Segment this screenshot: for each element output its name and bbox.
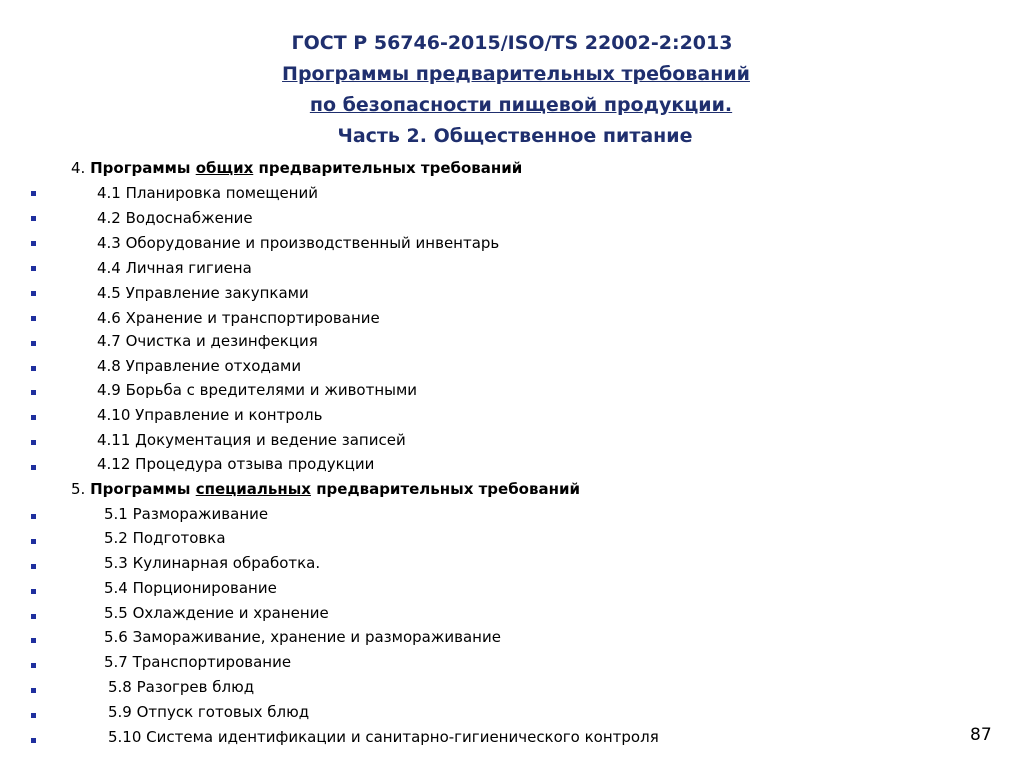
list-item: 5.8 Разогрев блюд [108,678,255,696]
bullet-icon [31,514,36,519]
list-item: 4.1 Планировка помещений [97,184,318,202]
section-4-title-emphasis: общих [195,159,254,177]
section-5-title-start: Программы [90,480,196,498]
list-item: 4.9 Борьба с вредителями и животными [97,381,418,399]
section-5-number: 5. [71,480,91,498]
bullet-icon [31,589,36,594]
bullet-icon [31,316,36,321]
section-5-title-end: предварительных требований [310,480,580,498]
bullet-icon [31,216,36,221]
list-item: 4.3 Оборудование и производственный инвентарь [97,234,500,252]
list-item: 5.1 Размораживание [104,505,269,523]
document-subtitle: Часть 2. Общественное питание [337,125,693,147]
list-item: 4.11 Документация и ведение записей [97,431,406,449]
list-item: 5.4 Порционирование [104,579,277,597]
list-item: 4.12 Процедура отзыва продукции [97,455,375,473]
list-item: 4.2 Водоснабжение [97,209,253,227]
bullet-icon [31,266,36,271]
section-4-heading [71,156,522,180]
bullet-icon [31,440,36,445]
document-title-line-1: Программы предварительных требований [282,63,750,85]
list-item: 4.8 Управление отходами [97,357,302,375]
list-item: 5.3 Кулинарная обработка. [104,554,321,572]
bullet-icon [31,738,36,743]
bullet-icon [31,191,36,196]
document-title-line-2: по безопасности пищевой продукции. [309,94,733,116]
section-5-title-emphasis: специальных [195,480,311,498]
bullet-icon [31,241,36,246]
list-item: 5.10 Система идентификации и санитарно-гигиенического контроля [108,728,659,746]
bullet-icon [31,465,36,470]
section-5-heading [71,477,580,501]
bullet-icon [31,688,36,693]
section-4-title-start: Программы [90,159,196,177]
document-header [0,28,1024,152]
bullet-icon [31,415,36,420]
bullet-icon [31,539,36,544]
standard-title: ГОСТ Р 56746-2015/ISO/TS 22002-2:2013 [291,32,733,54]
bullet-icon [31,390,36,395]
bullet-icon [31,564,36,569]
list-item: 5.9 Отпуск готовых блюд [108,703,310,721]
section-4-title-end: предварительных требований [253,159,523,177]
section-4-number: 4. [71,159,91,177]
list-item: 5.6 Замораживание, хранение и размораживание [104,628,501,646]
page-number: 87 [970,725,992,745]
bullet-icon [31,663,36,668]
list-item: 5.5 Охлаждение и хранение [104,604,329,622]
list-item: 4.6 Хранение и транспортирование [97,309,380,327]
list-item: 5.2 Подготовка [104,529,226,547]
bullet-icon [31,341,36,346]
bullet-icon [31,614,36,619]
list-item: 5.7 Транспортирование [104,653,292,671]
list-item: 4.4 Личная гигиена [97,259,252,277]
list-item: 4.10 Управление и контроль [97,406,323,424]
list-item: 4.7 Очистка и дезинфекция [97,332,318,350]
bullet-icon [31,713,36,718]
bullet-icon [31,638,36,643]
list-item: 4.5 Управление закупками [97,284,309,302]
bullet-icon [31,366,36,371]
bullet-icon [31,291,36,296]
